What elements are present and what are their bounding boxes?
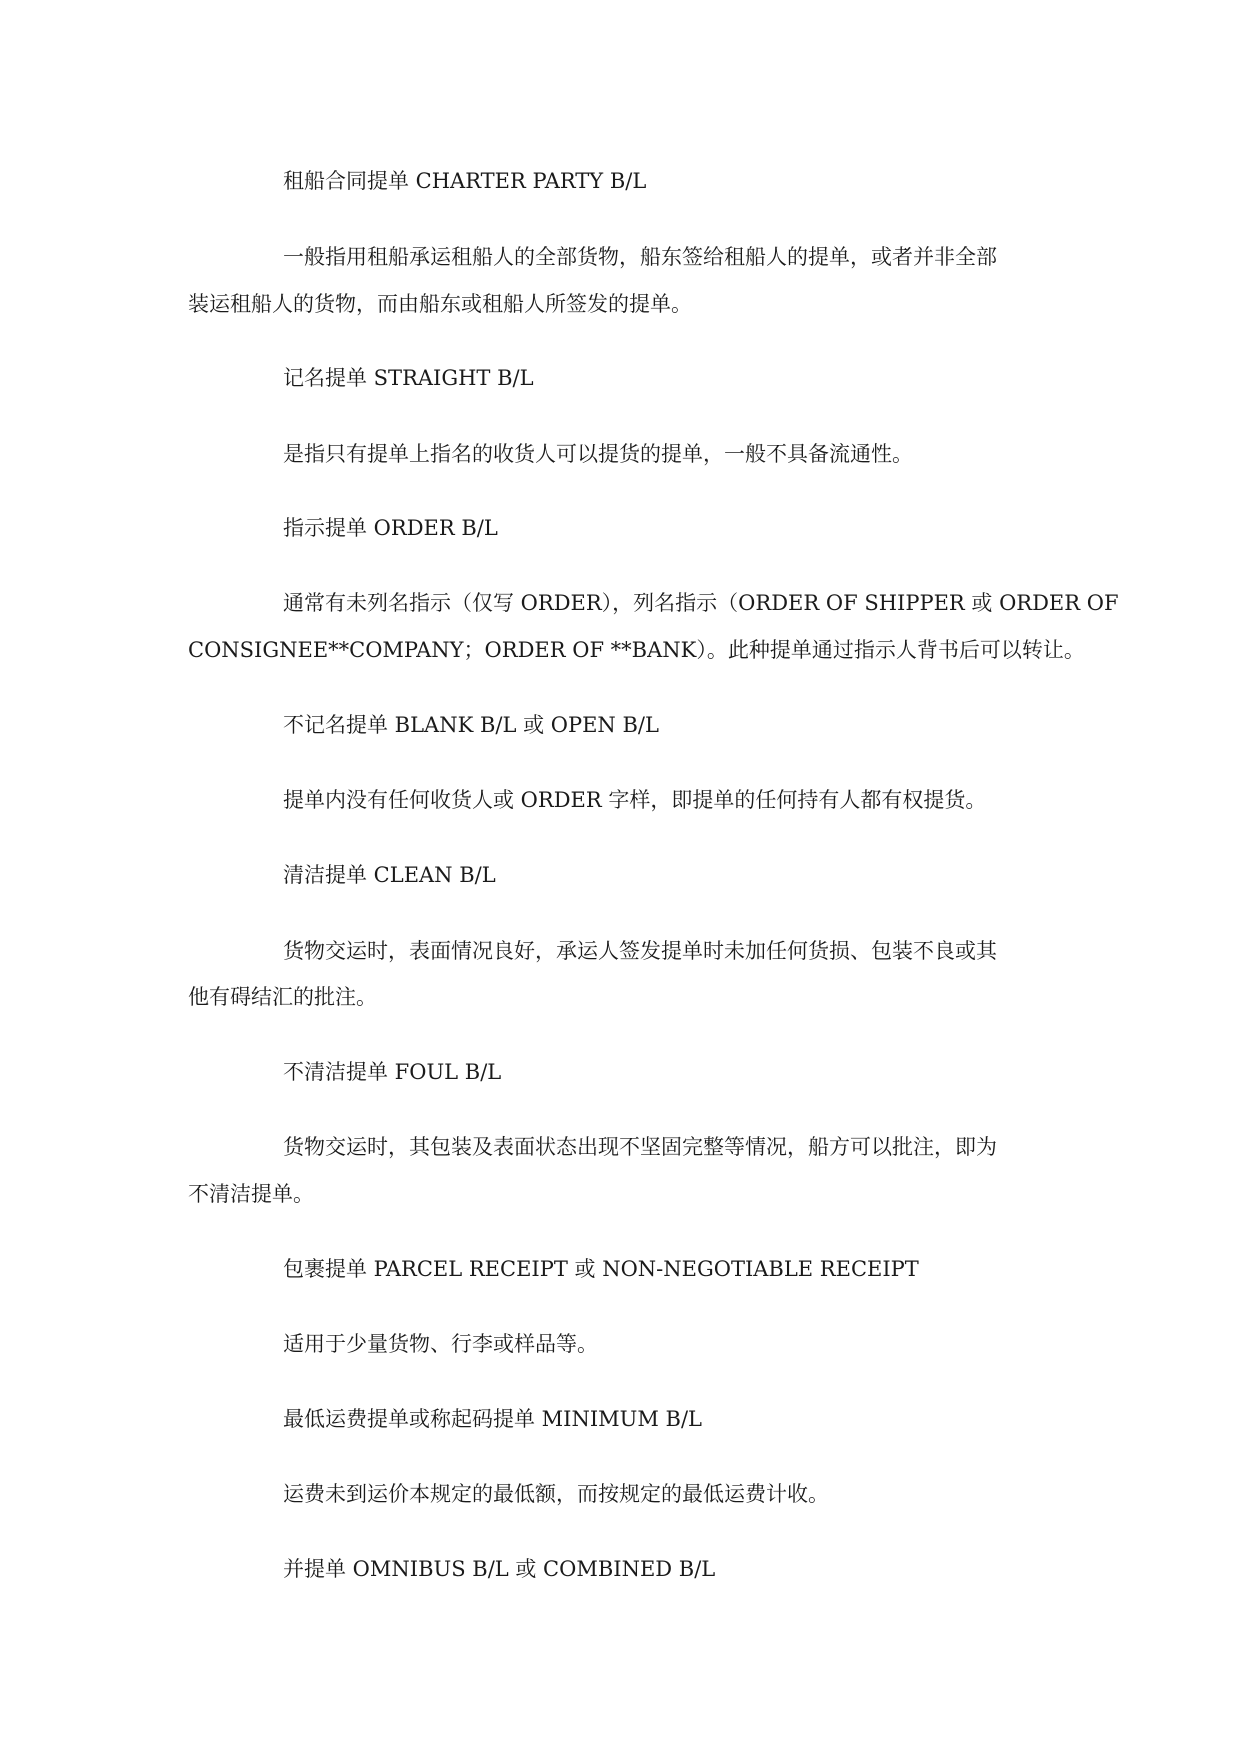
- paragraph-line: 他有碍结汇的批注。: [188, 985, 377, 1009]
- paragraph-line: 通常有未列名指示（仅写 ORDER），列名指示（ORDER OF SHIPPER 或 ORDER OF: [283, 591, 1119, 615]
- section-heading-blank: 不记名提单 BLANK B/L 或 OPEN B/L: [283, 713, 659, 737]
- section-heading-order: 指示提单 ORDER B/L: [283, 516, 498, 540]
- section-heading-parcel-receipt: 包裹提单 PARCEL RECEIPT 或 NON-NEGOTIABLE RECEIPT: [283, 1257, 919, 1281]
- paragraph-line: 不清洁提单。: [188, 1182, 314, 1206]
- section-heading-foul: 不清洁提单 FOUL B/L: [283, 1060, 502, 1084]
- section-heading-charter-party: 租船合同提单 CHARTER PARTY B/L: [283, 169, 647, 193]
- paragraph-line: 是指只有提单上指名的收货人可以提货的提单，一般不具备流通性。: [283, 442, 913, 466]
- paragraph-line: CONSIGNEE**COMPANY；ORDER OF **BANK）。此种提单通过指示人背书后可以转让。: [188, 638, 1085, 662]
- paragraph-line: 提单内没有任何收货人或 ORDER 字样，即提单的任何持有人都有权提货。: [283, 788, 987, 812]
- section-heading-minimum: 最低运费提单或称起码提单 MINIMUM B/L: [283, 1407, 702, 1431]
- section-heading-clean: 清洁提单 CLEAN B/L: [283, 863, 496, 887]
- section-heading-omnibus: 并提单 OMNIBUS B/L 或 COMBINED B/L: [283, 1557, 716, 1581]
- paragraph-line: 适用于少量货物、行李或样品等。: [283, 1332, 598, 1356]
- paragraph-line: 一般指用租船承运租船人的全部货物，船东签给租船人的提单，或者并非全部: [283, 245, 997, 269]
- paragraph-line: 运费未到运价本规定的最低额，而按规定的最低运费计收。: [283, 1482, 829, 1506]
- paragraph-line: 装运租船人的货物，而由船东或租船人所签发的提单。: [188, 292, 692, 316]
- section-heading-straight: 记名提单 STRAIGHT B/L: [283, 366, 534, 390]
- paragraph-line: 货物交运时，其包装及表面状态出现不坚固完整等情况，船方可以批注，即为: [283, 1135, 997, 1159]
- paragraph-line: 货物交运时，表面情况良好，承运人签发提单时未加任何货损、包装不良或其: [283, 939, 997, 963]
